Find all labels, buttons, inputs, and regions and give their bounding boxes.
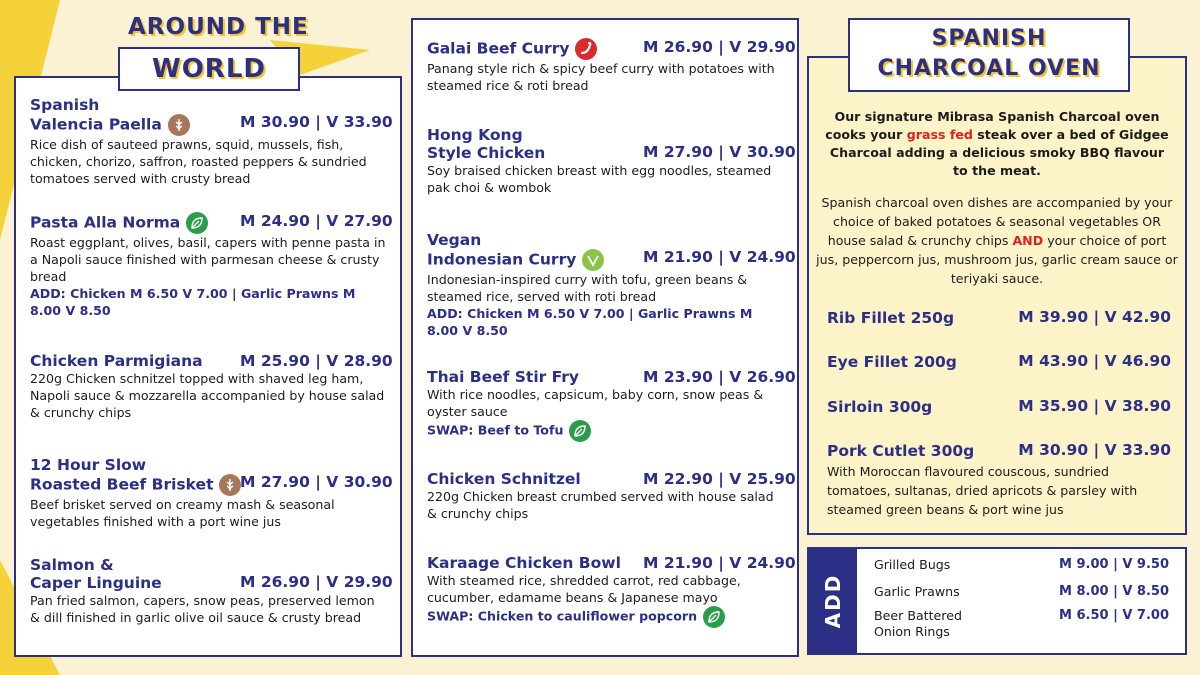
dish-price: M 24.90 | V 27.90: [240, 212, 393, 230]
dish-salmon-caper-linguine: [30, 556, 393, 626]
charcoal-item-name: Sirloin 300g: [827, 398, 933, 416]
dish-description: With rice noodles, capsicum, baby corn, snow peas & oyster sauce: [427, 387, 764, 419]
dish-name: Spanish Valencia Paella: [30, 96, 388, 136]
dish-thai-beef-stir-fry: [427, 368, 796, 442]
charcoal-item-description: With Moroccan flavoured couscous, sundried tomatoes, sultanas, dried apricots & parsley with steamed green beans & port wine jus: [827, 464, 1138, 517]
charcoal-item-price: M 35.90 | V 38.90: [1018, 397, 1171, 415]
dish-price: M 26.90 | V 29.90: [643, 38, 796, 56]
dish-name: Hong Kong Style Chicken: [427, 126, 546, 162]
leaf-icon: [703, 606, 725, 628]
charcoal-item-pork-cutlet: [827, 441, 1171, 519]
middle-menu-panel: [411, 18, 799, 657]
charcoal-item-price: M 39.90 | V 42.90: [1018, 308, 1171, 326]
charcoal-item-name: Rib Fillet 250g: [827, 309, 955, 327]
charcoal-item-price: M 30.90 | V 33.90: [1018, 441, 1171, 459]
leaf-icon: [186, 212, 208, 234]
charcoal-item-name: Eye Fillet 200g: [827, 353, 957, 371]
dish-add-options: ADD: Chicken M 6.50 V 7.00 | Garlic Prawns M 8.00 V 8.50: [30, 286, 356, 318]
add-on-name: Garlic Prawns: [874, 584, 960, 599]
dish-name: Thai Beef Stir Fry: [427, 368, 580, 386]
dish-description: 220g Chicken breast crumbed served with house salad & crunchy chips: [427, 489, 774, 521]
dish-price: M 26.90 | V 29.90: [240, 573, 393, 591]
dish-price: M 27.90 | V 30.90: [240, 473, 393, 491]
dish-description: Indonesian-inspired curry with tofu, green beans & steamed rice, served with roti bread: [427, 272, 748, 304]
dish-description: 220g Chicken schnitzel topped with shaved leg ham, Napoli sauce & mozzarella accompanied by house salad & crunchy chips: [30, 371, 385, 420]
charcoal-intro: Our signature Mibrasa Spanish Charcoal oven cooks your grass fed steak over a bed of Gidgee Charcoal adding a delicious smoky BBQ flavour to the meat.: [825, 109, 1169, 178]
dish-price: M 27.90 | V 30.90: [643, 143, 796, 161]
vegan-icon: [582, 249, 604, 271]
around-the-world-title: WORLD: [152, 54, 266, 84]
around-the-world-title-top: AROUND THE: [128, 14, 309, 40]
dish-name: 12 Hour Slow Roasted Beef Brisket: [30, 456, 388, 496]
dish-price: M 25.90 | V 28.90: [240, 352, 393, 370]
around-the-world-panel: [14, 76, 402, 657]
charcoal-item-rib-fillet: [827, 308, 1171, 327]
dish-karaage-chicken-bowl: [427, 554, 796, 628]
dish-price: M 23.90 | V 26.90: [643, 368, 796, 386]
charcoal-item-sirloin: [827, 397, 1171, 416]
add-on-garlic-prawns: [874, 584, 1169, 599]
dish-pasta-alla-norma: [30, 212, 393, 319]
dish-valencia-paella: [30, 96, 393, 187]
dish-hong-kong-chicken: [427, 126, 796, 196]
charcoal-item-price: M 43.90 | V 46.90: [1018, 352, 1171, 370]
spanish-title-line1: SPANISH: [931, 26, 1047, 51]
wheat-icon: [168, 114, 190, 136]
dish-price: M 21.90 | V 24.90: [643, 248, 796, 266]
dish-swap-option: SWAP: Beef to Tofu: [427, 420, 785, 442]
dish-description: With steamed rice, shredded carrot, red cabbage, cucumber, edamame beans & Japanese mayo: [427, 573, 741, 605]
dish-add-options: ADD: Chicken M 6.50 V 7.00 | Garlic Prawns M 8.00 V 8.50: [427, 306, 753, 338]
dish-chicken-schnitzel: [427, 470, 796, 522]
add-on-name: Grilled Bugs: [874, 557, 951, 572]
spanish-title-line2: CHARCOAL OVEN: [877, 56, 1101, 81]
dish-vegan-indonesian-curry: [427, 231, 796, 339]
add-on-grilled-bugs: [874, 557, 1169, 572]
spanish-charcoal-oven-panel: [807, 56, 1187, 535]
dish-name: Chicken Parmigiana: [30, 352, 203, 370]
dish-name: Galai Beef Curry: [427, 38, 785, 60]
dish-description: Rice dish of sauteed prawns, squid, mussels, fish, chicken, chorizo, saffron, roasted peppers & sundried tomatoes served with crusty bread: [30, 137, 367, 186]
dish-roasted-beef-brisket: [30, 456, 393, 530]
dish-swap-option: SWAP: Chicken to cauliflower popcorn: [427, 606, 785, 628]
add-on-name: Beer Battered Onion Rings: [874, 608, 962, 639]
add-ons-box: [807, 547, 1187, 655]
wheat-icon: [219, 474, 241, 496]
add-on-price: M 9.00 | V 9.50: [1059, 557, 1169, 572]
leaf-icon: [569, 420, 591, 442]
dish-price: M 30.90 | V 33.90: [240, 113, 393, 131]
charcoal-item-eye-fillet: [827, 352, 1171, 371]
add-on-price: M 8.00 | V 8.50: [1059, 584, 1169, 599]
dish-description: Roast eggplant, olives, basil, capers with penne pasta in a Napoli sauce finished with parmesan cheese & crusty bread: [30, 235, 386, 284]
charcoal-item-name: Pork Cutlet 300g: [827, 442, 975, 460]
dish-name: Vegan Indonesian Curry: [427, 231, 785, 271]
dish-description: Pan fried salmon, capers, snow peas, preserved lemon & dill finished in garlic olive oil sauce & crusty bread: [30, 593, 375, 625]
dish-description: Panang style rich & spicy beef curry with potatoes with steamed rice & roti bread: [427, 61, 775, 93]
dish-name: Karaage Chicken Bowl: [427, 554, 621, 572]
charcoal-accompaniments-note: Spanish charcoal oven dishes are accompanied by your choice of baked potatoes & seasonal vegetables OR house salad & crunchy chips AND your choice of port jus, peppercorn jus, mushroom jus, garlic cream sauce or teriyaki sauce.: [816, 195, 1178, 286]
dish-price: M 22.90 | V 25.90: [643, 470, 796, 488]
dish-description: Soy braised chicken breast with egg noodles, steamed pak choi & wombok: [427, 163, 772, 195]
dish-name: Chicken Schnitzel: [427, 470, 581, 488]
add-ons-label: ADD: [821, 573, 845, 629]
dish-name: Salmon & Caper Linguine: [30, 556, 162, 592]
dish-description: Beef brisket served on creamy mash & seasonal vegetables finished with a port wine jus: [30, 497, 335, 529]
around-the-world-title-box: [118, 47, 300, 91]
add-on-onion-rings: [874, 608, 1169, 640]
add-on-price: M 6.50 | V 7.00: [1059, 608, 1169, 623]
dish-galai-beef-curry: [427, 38, 796, 94]
dish-chicken-parmigiana: [30, 352, 393, 421]
dish-price: M 21.90 | V 24.90: [643, 554, 796, 572]
dish-name: Pasta Alla Norma: [30, 212, 388, 234]
spanish-charcoal-oven-title-box: [848, 18, 1130, 92]
add-ons-label-strip: [809, 549, 857, 653]
chili-icon: [575, 38, 597, 60]
